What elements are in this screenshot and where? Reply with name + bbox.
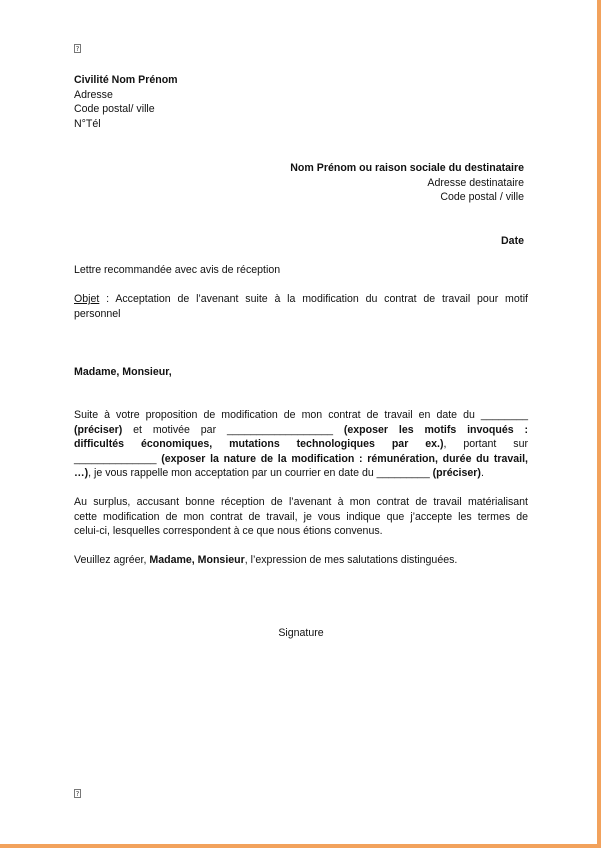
paragraph-1-line-2: (préciser) et motivée par __________________ (exposer les motifs invoqués : — [74, 423, 528, 436]
paragraph-2-line-3: celui-ci, lesquelles correspondent à ce que nous étions convenus. — [74, 525, 383, 538]
paragraph-2 — [74, 495, 528, 539]
sender-postal: Code postal/ ville — [74, 103, 155, 116]
recipient-postal: Code postal / ville — [440, 191, 524, 204]
salutation: Madame, Monsieur, — [74, 366, 172, 378]
paragraph-2-line-2: cette modification de mon contrat de travail, je vous indique que j’accepte les termes de — [74, 510, 528, 523]
signature-label: Signature — [278, 627, 324, 639]
paragraph-1-line-4: ______________ (exposer la nature de la modification : rémunération, durée du travail, — [74, 452, 528, 465]
object-separator: : — [99, 293, 116, 305]
recipient-name: Nom Prénom ou raison sociale du destinataire — [290, 162, 524, 174]
date-label: Date — [501, 235, 524, 247]
object-text-line1: Acceptation de l’avenant suite à la modification du contrat de travail pour motif — [115, 293, 528, 305]
sender-phone: N°Tél — [74, 117, 101, 130]
recipient-block — [290, 161, 524, 205]
object-label: Objet — [74, 293, 100, 305]
paragraph-2-line-1: Au surplus, accusant bonne réception de l’avenant à mon contrat de travail matérialisant — [74, 496, 528, 508]
bottom-placeholder-glyph: ? — [75, 790, 80, 798]
object-block — [74, 292, 528, 321]
sender-block — [74, 73, 178, 131]
sender-name: Civilité Nom Prénom — [74, 74, 178, 86]
paragraph-1-line-3: difficultés économiques, mutations technologiques par ex.), portant sur — [74, 438, 528, 451]
delivery-mode: Lettre recommandée avec avis de réception — [74, 264, 281, 276]
paragraph-1-line-5: …), je vous rappelle mon acceptation par un courrier en date du _________ (préciser). — [74, 467, 484, 480]
recipient-address: Adresse destinataire — [427, 176, 524, 189]
paragraph-1-line-1: Suite à votre proposition de modification de mon contrat de travail en date du ________ — [74, 409, 528, 421]
object-text-line2: personnel — [74, 307, 121, 320]
paragraph-1 — [74, 408, 528, 481]
closing-formula: Veuillez agréer, Madame, Monsieur, l’expression de mes salutations distinguées. — [74, 554, 458, 566]
sender-address: Adresse — [74, 88, 113, 101]
top-placeholder-glyph: ? — [75, 45, 80, 53]
